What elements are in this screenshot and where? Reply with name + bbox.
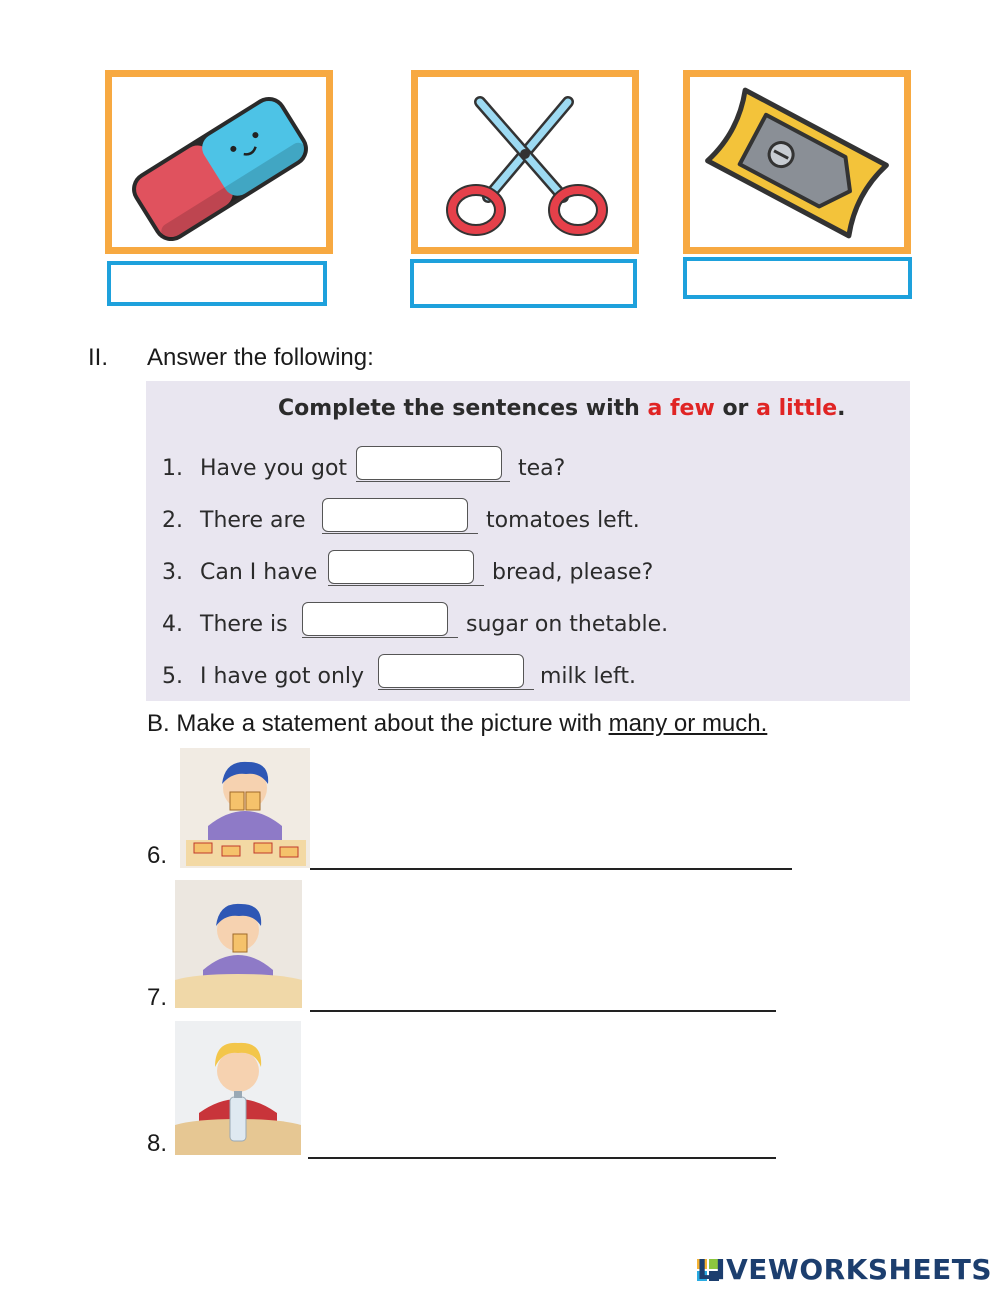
sharpener-card — [683, 70, 911, 254]
a-few-highlight: a few — [647, 396, 715, 421]
sentence-2 — [162, 508, 902, 538]
question-number-7: 7. — [147, 984, 168, 1011]
sentence-5 — [162, 664, 902, 694]
a-little-highlight: a little — [756, 396, 838, 421]
sharpener-answer-box[interactable] — [683, 257, 912, 299]
sentence-text: I have got only — [200, 664, 365, 689]
sentence-end: bread, please? — [492, 560, 654, 585]
sharpener-icon — [690, 77, 904, 247]
sentence-text: There are — [200, 508, 306, 533]
sentence-number: 4. — [162, 612, 183, 637]
eraser-answer-box[interactable] — [107, 261, 327, 306]
sentence-end: sugar on thetable. — [466, 612, 669, 637]
answer-line-7[interactable] — [310, 1010, 776, 1012]
sentence-4 — [162, 612, 902, 642]
sentence-number: 5. — [162, 664, 183, 689]
sentence-number: 1. — [162, 456, 183, 481]
liveworksheets-logo: LIVEWORKSHEETS — [696, 1253, 992, 1286]
sentence-text: Have you got — [200, 456, 348, 481]
blank-underline — [356, 481, 510, 482]
panel-title-end: . — [837, 396, 846, 421]
panel-title — [278, 396, 846, 421]
section-b-text: B. Make a statement about the picture with — [147, 710, 609, 737]
sentence-1 — [162, 456, 902, 486]
many-or-much-underlined: many or much. — [608, 710, 768, 737]
scissors-answer-box[interactable] — [410, 259, 637, 308]
question-number-8: 8. — [147, 1130, 168, 1157]
sentence-end: milk left. — [540, 664, 637, 689]
section-b-title — [147, 710, 767, 738]
sentence-3 — [162, 560, 902, 590]
eraser-icon — [112, 77, 326, 247]
blank-underline — [378, 689, 534, 690]
sentence-number: 2. — [162, 508, 183, 533]
panel-title-text: Complete the sentences with — [278, 396, 648, 421]
answer-line-6[interactable] — [310, 868, 792, 870]
answer-input-1[interactable] — [356, 446, 502, 480]
blank-underline — [328, 585, 484, 586]
answer-input-4[interactable] — [302, 602, 448, 636]
question-number-6: 6. — [147, 842, 168, 869]
answer-input-3[interactable] — [328, 550, 474, 584]
answer-line-8[interactable] — [308, 1157, 776, 1159]
sentence-end: tomatoes left. — [486, 508, 640, 533]
boy-with-many-sandwiches-image — [180, 748, 310, 868]
scissors-card — [411, 70, 639, 254]
answer-input-5[interactable] — [378, 654, 524, 688]
answer-input-2[interactable] — [322, 498, 468, 532]
sentence-text: There is — [200, 612, 288, 637]
sentence-text: Can I have — [200, 560, 318, 585]
sentence-end: tea? — [518, 456, 566, 481]
scissors-icon — [418, 77, 632, 247]
eraser-card — [105, 70, 333, 254]
blank-underline — [302, 637, 458, 638]
panel-title-or: or — [714, 396, 757, 421]
blank-underline — [322, 533, 478, 534]
exercise-panel — [146, 381, 910, 701]
sentence-number: 3. — [162, 560, 183, 585]
section-title: Answer the following: — [147, 344, 374, 371]
boy-with-one-sandwich-image — [175, 880, 302, 1008]
section-number: II. — [88, 344, 109, 371]
boy-with-water-bottle-image — [175, 1021, 301, 1155]
